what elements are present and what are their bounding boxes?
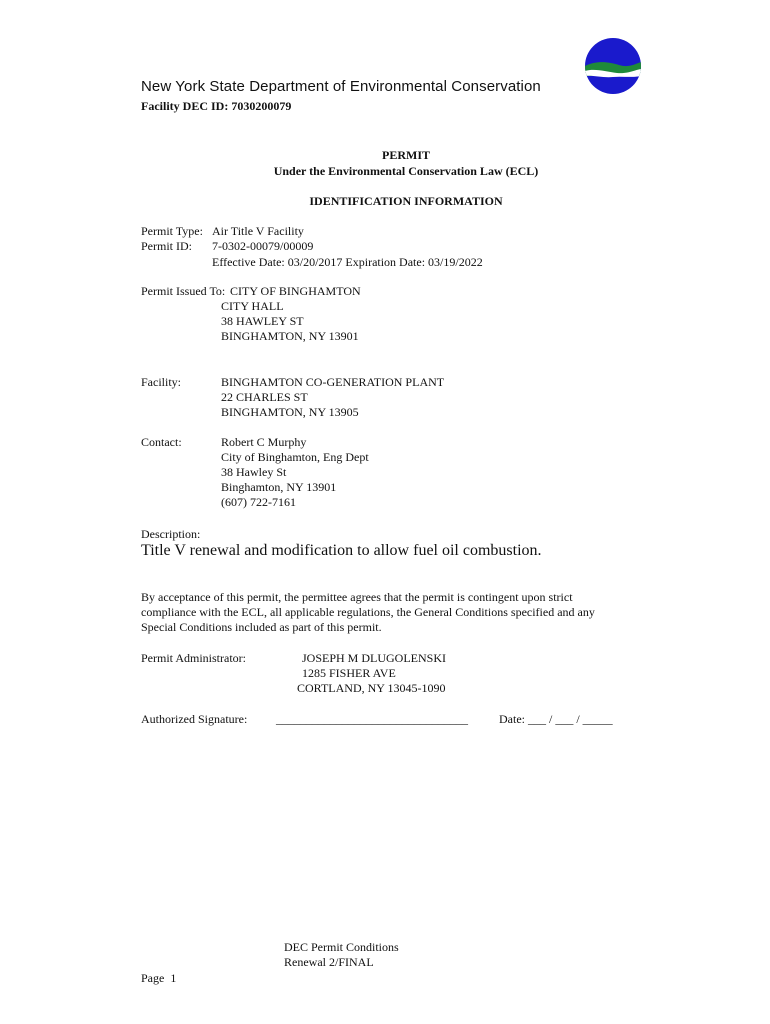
contact-label: Contact: — [141, 435, 182, 449]
issued-to-label: Permit Issued To: — [141, 284, 226, 298]
permit-title: PERMIT — [382, 148, 430, 162]
signature-line[interactable]: ________________________________ — [276, 712, 468, 726]
acceptance-line: compliance with the ECL, all applicable regulations, the General Conditions specified and any — [141, 605, 595, 619]
agency-name: New York State Department of Environmental Conservation — [141, 78, 541, 95]
issued-to-line: CITY OF BINGHAMTON — [230, 284, 361, 298]
section-heading: IDENTIFICATION INFORMATION — [309, 194, 503, 208]
facility-id-label: Facility DEC ID: — [141, 99, 229, 113]
issued-to-address — [221, 299, 359, 344]
permit-type-label: Permit Type: — [141, 224, 203, 238]
signature-date[interactable]: Date: ___ / ___ / _____ — [499, 712, 613, 726]
issued-to-line: 38 HAWLEY ST — [221, 314, 304, 328]
permit-type-value: Air Title V Facility — [212, 224, 304, 238]
footer-conditions — [284, 940, 399, 970]
signature-label: Authorized Signature: — [141, 712, 248, 726]
acceptance-paragraph — [141, 590, 595, 635]
administrator-line: 1285 FISHER AVE — [302, 666, 396, 680]
permit-subtitle: Under the Environmental Conservation Law (ECL) — [273, 164, 539, 178]
permit-dates: Effective Date: 03/20/2017 Expiration Date: 03/19/2022 — [212, 255, 483, 269]
administrator-line: JOSEPH M DLUGOLENSKI — [302, 651, 447, 665]
page-number: Page 1 — [141, 971, 177, 985]
issued-to-line: BINGHAMTON, NY 13901 — [221, 329, 359, 343]
description-label: Description: — [141, 527, 201, 541]
footer-line: DEC Permit Conditions — [284, 940, 399, 954]
dec-logo-icon — [585, 38, 641, 94]
contact-line: (607) 722-7161 — [221, 495, 296, 509]
footer-line: Renewal 2/FINAL — [284, 955, 374, 969]
facility-line: BINGHAMTON, NY 13905 — [221, 405, 359, 419]
facility-id-line — [141, 99, 291, 114]
issued-to-line: CITY HALL — [221, 299, 284, 313]
facility-address — [221, 375, 444, 420]
acceptance-line: Special Conditions included as part of this permit. — [141, 620, 382, 634]
contact-line: Binghamton, NY 13901 — [221, 480, 337, 494]
acceptance-line: By acceptance of this permit, the permittee agrees that the permit is contingent upon strict — [141, 590, 573, 604]
facility-label: Facility: — [141, 375, 181, 389]
issued-to-block — [230, 284, 361, 299]
administrator-line: CORTLAND, NY 13045-1090 — [297, 681, 446, 695]
facility-id-value: 7030200079 — [231, 99, 292, 113]
facility-line: 22 CHARLES ST — [221, 390, 308, 404]
permit-id-value: 7-0302-00079/00009 — [212, 239, 314, 253]
description-text: Title V renewal and modification to allow fuel oil combustion. — [141, 542, 542, 559]
contact-line: 38 Hawley St — [221, 465, 287, 479]
contact-block — [221, 435, 369, 510]
contact-line: City of Binghamton, Eng Dept — [221, 450, 369, 464]
administrator-label: Permit Administrator: — [141, 651, 246, 665]
permit-id-label: Permit ID: — [141, 239, 192, 253]
contact-line: Robert C Murphy — [221, 435, 307, 449]
facility-line: BINGHAMTON CO-GENERATION PLANT — [221, 375, 445, 389]
administrator-block — [297, 651, 446, 696]
